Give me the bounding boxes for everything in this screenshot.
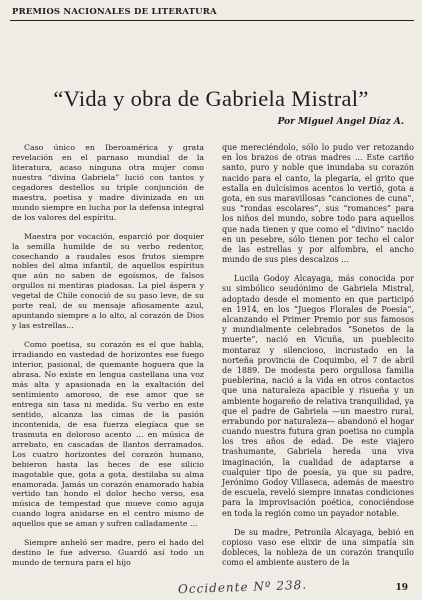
article-byline: Por Miguel Angel Díaz A. [277, 117, 404, 127]
paragraph: Maestra por vocación, esparció por doquier la semilla humilde de su verbo redentor, cosechando a raudales esos frutos siempre nobles del alma infantil, de aquellos espíritus que aún no saben de egoísmos, de falsos orgullos ni mentiras piadosas. La piel áspera y vegetal de Chile conoció de su paso leve, de su porte real, de su mensaje afiosamente azul, apuntando siempre a lo alto, al corazón de Dios y las estrellas... [12, 231, 204, 331]
page-number: 19 [395, 583, 408, 593]
paragraph: De su madre, Petronila Alcayaga, bebió en copioso vaso ese elixir de una simpatía sin dobleces, la nobleza de un corazón tranquilo como el ambiente austero de la [222, 527, 414, 568]
header-divider [10, 20, 414, 21]
paragraph-continued: que mereciéndolo, sólo lo pudo ver retozando en los brazos de otras madres ... Este cariño santo, puro y noble que inundaba su corazón nacido para el canto, la plegaria, el grito que estalla en dulcísimos acentos lo vertió, gota a gota, en sus maravillosas “canciones de cuna”, sus “rondas escolares”, sus “romances” para los niños del mundo, sobre todo para aquellos que nada tienen y que como el “divino” nacido en un pesebre, sólo tienen por techo el calor de las estrellas y por alfombra, el ancho mundo de sus pies descalzos ... [222, 143, 414, 265]
paragraph: Lucila Godoy Alcayaga, más conocida por su simbólico seudónimo de Gabriela Mistral, adoptado desde el momento en que participó en 1914, en los “Juegos Florales de Poesía”, alcanzando el Primer Premio por sus famosos y mundialmente celebrados “Sonetos de la muerte”, nació en Vicuña, un pueblecito montaraz y silencioso, incrustado en la norteña provincia de Coquimbo, el 7 de abril de 1889. De modesta pero orgullosa familia pueblerina, nació a la vida en otros contactos que una naturaleza apacible y risueña y un ambiente hogareño de relativa tranquilidad, ya que el padre de Gabriela —un maestro rural, errabundo por naturaleza— abandonó el hogar cuando nuestra futura gran poetisa no cumpla los tres años de edad. De este viajero trashumante, Gabriela hereda una viva imaginación, la cualidad de adaptarse a cualquier tipo de poesía, ya que su padre, Jerónimo Godoy Villaseca, además de maestro de escuela, reveló siempre innatas condiciones para la improvisación poética, conociéndose en toda la región como un payador notable. [222, 274, 414, 518]
handwritten-annotation: Occidente Nº 238. [177, 577, 308, 597]
text-column-right [222, 143, 414, 578]
paragraph: Siempre anheló ser madre, pero el hado del destino le fue adverso. Guardó así todo un mundo de ternura para el hijo [12, 538, 204, 568]
section-header: PREMIOS NACIONALES DE LITERATURA [12, 7, 217, 17]
text-column-left [12, 143, 204, 577]
paragraph: Como poetisa, su corazón es el que habla, irradiando en vastedad de horizontes ese fuego interior, pasional, de quemante hoguera que la abrasa. No existe en lengua castellana una voz más alta y apasionada en la exaltación del sentimiento amoroso, de ese amor que se entrega sin tasa ni medida. Su verbo en este sentido, alcanza las cimas de la pasión incontenida, de esa fuerza elegíaca que se trasmuta en doloroso acento ... en música de arrebato, en cascadas de llantos derramados. Los cuatro horizontes del corazón humano, bebieron hasta las heces de ese silicio inagotable que, gota a gota, destilaba su alma enamorada. Jamás un corazón enamorado había vertido tan hondo el dolor hecho verso, esa música de tempestad que mueve como aguja cuando logra anidarse en el centro mismo de aquellos que se aman y sufren calladamente ... [12, 340, 204, 529]
paragraph: Caso único en Iberoamérica y grata revelación en el parnaso mundial de la literatura, acaso ninguna otra mujer como nuestra “divina Gabriela” lució con tantos y cegadores destellos su triple conjunción de maestra, poetisa y madre divinizada en un mundo siempre en lucha por la defensa integral de los valores del espíritu. [12, 143, 204, 222]
article-title: “Vida y obra de Gabriela Mistral” [53, 86, 369, 111]
